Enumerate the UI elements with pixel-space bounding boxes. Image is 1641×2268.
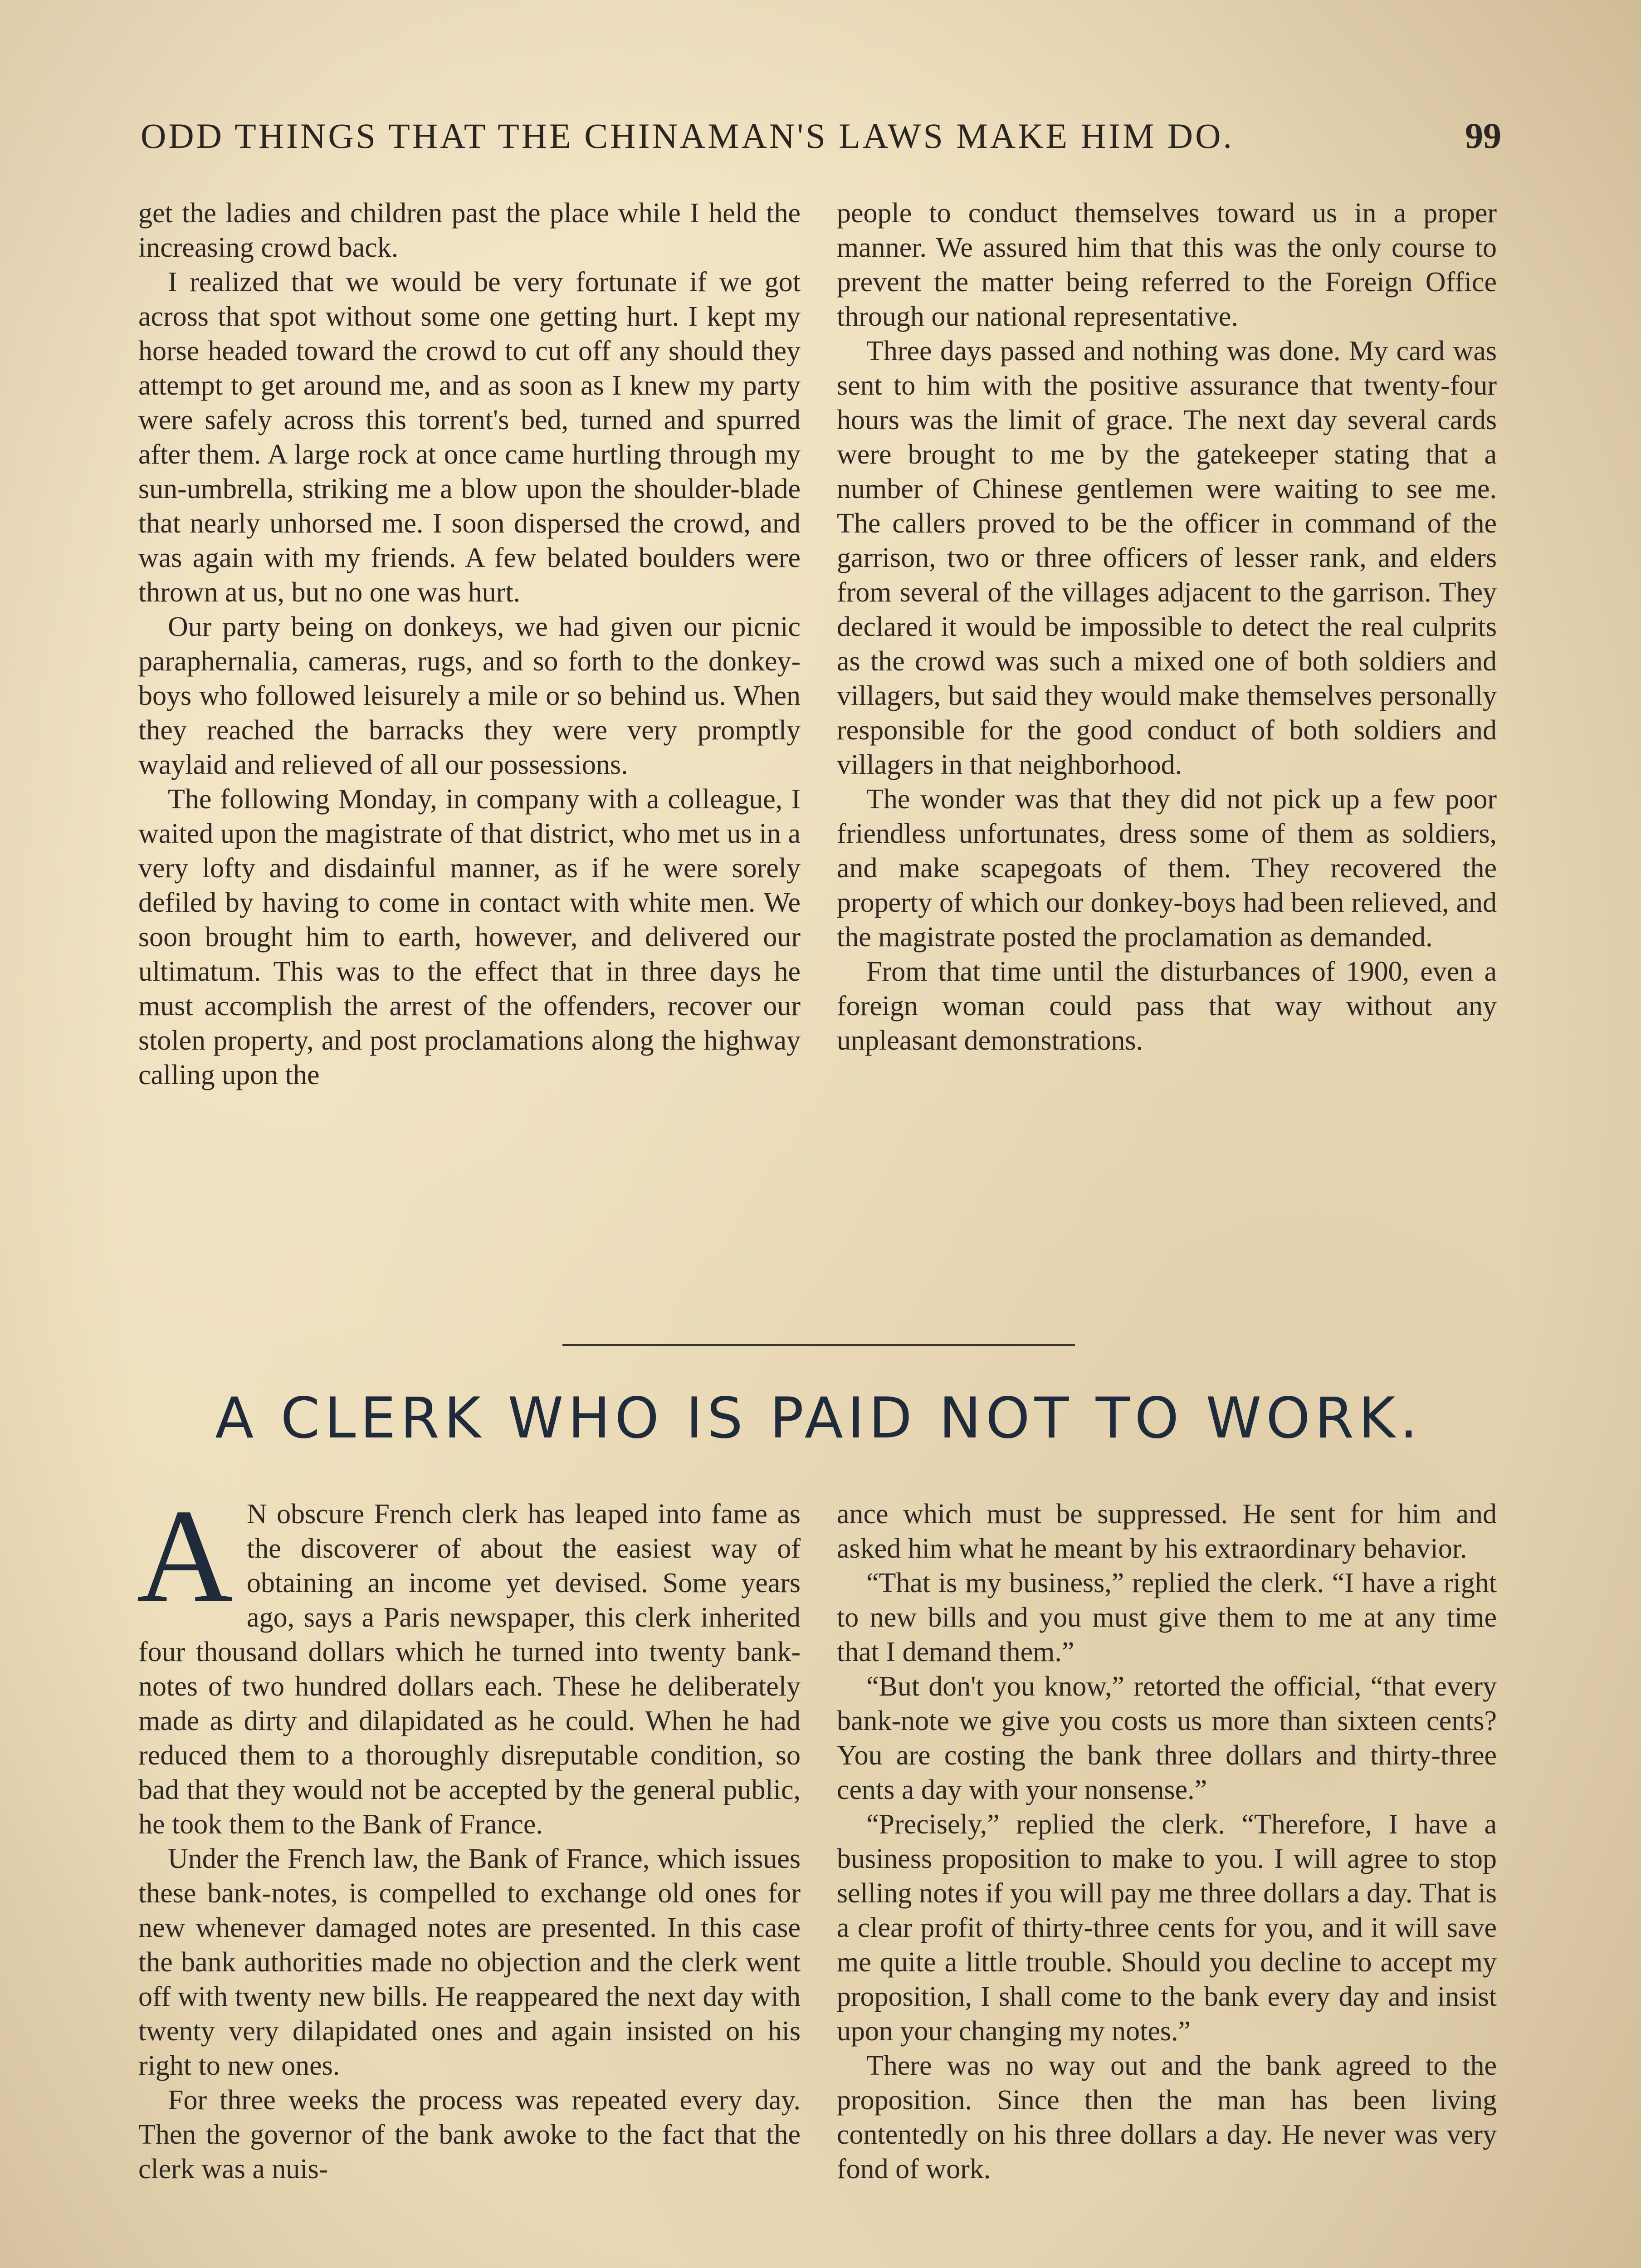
paragraph: I realized that we would be very fortunate if we got across that spot without some one getting hurt. I kept my horse headed toward the crowd to cut off any should they attempt to get around me, and as soon as I knew my party were safely across this torrent's bed, turned and spurred after them. A large rock at once came hurtling through my sun-umbrella, striking me a blow upon the shoulder-blade that nearly unhorsed me. I soon dispersed the crowd, and was again with my friends. A few belated boulders were thrown at us, but no one was hurt. (138, 267, 801, 608)
paragraph: The following Monday, in company with a colleague, I waited upon the magistrate of that district, who met us in a very lofty and disdainful manner, as if he were sorely defiled by having to come in contact with white men. We soon brought him to earth, however, and delivered our ultimatum. This was to the effect that in three days he must accomplish the arrest of the offenders, recover our stolen property, and post proclamations along the highway calling upon the (138, 784, 801, 1090)
drop-cap: A (137, 1481, 234, 1630)
opening-paragraph (137, 1481, 801, 1842)
section-divider (562, 1344, 1075, 1346)
paragraph: get the ladies and children past the place while I held the increasing crowd back. (138, 198, 801, 263)
paragraph: For three weeks the process was repeated every day. Then the governor of the bank awoke to the fact that the clerk was a nuis- (138, 2085, 801, 2185)
paragraph: There was no way out and the bank agreed to the proposition. Since then the man has been living contentedly on his three dollars a day. He never was very fond of work. (837, 2050, 1497, 2185)
lower-right-column (837, 1497, 1497, 2186)
paragraph: Our party being on donkeys, we had given our picnic paraphernalia, cameras, rugs, and so forth to the donkey-boys who followed leisurely a mile or so behind us. When they reached the barracks they were very promptly waylaid and relieved of all our possessions. (138, 611, 801, 780)
upper-left-column (138, 196, 801, 1092)
page-number: 99 (1465, 116, 1501, 156)
article-title: A CLERK WHO IS PAID NOT TO WORK. (215, 1386, 1422, 1451)
paragraph: The wonder was that they did not pick up a few poor friendless unfortunates, dress some of them as soldiers, and make scapegoats of them. They recovered the property of which our donkey-boys had been relieved, and the magistrate posted the proclamation as demanded. (837, 784, 1497, 953)
paragraph: “But don't you know,” retorted the official, “that every bank-note we give you costs us more than sixteen cents? You are costing the bank three dollars and thirty-three cents a day with your nonsense.” (837, 1671, 1497, 1805)
running-title: ODD THINGS THAT THE CHINAMAN'S LAWS MAKE HIM DO. (141, 116, 1234, 156)
paragraph: Three days passed and nothing was done. My card was sent to him with the positive assurance that twenty-four hours was the limit of grace. The next day several cards were brought to me by the gatekeeper stating that a number of Chinese gentlemen were waiting to see me. The callers proved to be the officer in command of the garrison, two or three officers of lesser rank, and elders from several of the villages adjacent to the garrison. They declared it would be impossible to detect the real culprits as the crowd was such a mixed one of both soldiers and villagers, but said they would make themselves personally responsible for the good conduct of both soldiers and villagers in that neighborhood. (837, 336, 1497, 780)
paragraph: people to conduct themselves toward us in a proper manner. We assured him that this was the only course to prevent the matter being referred to the Foreign Office through our national representative. (837, 198, 1497, 332)
paragraph: “That is my business,” replied the clerk. “I have a right to new bills and you must give them to me at any time that I demand them.” (837, 1568, 1497, 1667)
page-header (141, 116, 1501, 157)
paragraph: Under the French law, the Bank of France, which issues these bank-notes, is compelled to exchange old ones for new whenever damaged notes are presented. In this case the bank authorities made no objection and the clerk went off with twenty new bills. He reappeared the next day with twenty very dilapidated ones and again insisted on his right to new ones. (138, 1843, 801, 2081)
paragraph: ance which must be suppressed. He sent for him and asked him what he meant by his extraordinary behavior. (837, 1499, 1497, 1564)
paragraph: “Precisely,” replied the clerk. “Therefore, I have a business proposition to make to you. I will agree to stop selling notes if you will pay me three dollars a day. That is a clear profit of thirty-three cents for you, and it will save me quite a little trouble. Should you decline to accept my proposition, I shall come to the bank every day and insist upon your changing my notes.” (837, 1809, 1497, 2047)
paragraph: From that time until the disturbances of 1900, even a foreign woman could pass that way without any unpleasant demonstrations. (837, 956, 1497, 1056)
lower-left-column (137, 1481, 801, 2186)
upper-right-column (837, 196, 1497, 1058)
opening-text: N obscure French clerk has leaped into fame as the discoverer of about the easiest way of obtaining an income yet devised. Some years ago, says a Paris newspaper, this clerk inherited four thousand dollars which he turned into twenty bank-notes of two hundred dollars each. These he deliberately made as dirty and dilapidated as he could. When he had reduced them to a thoroughly disreputable condition, so bad that they would not be accepted by the general public, he took them to the Bank of France. (138, 1499, 801, 1840)
